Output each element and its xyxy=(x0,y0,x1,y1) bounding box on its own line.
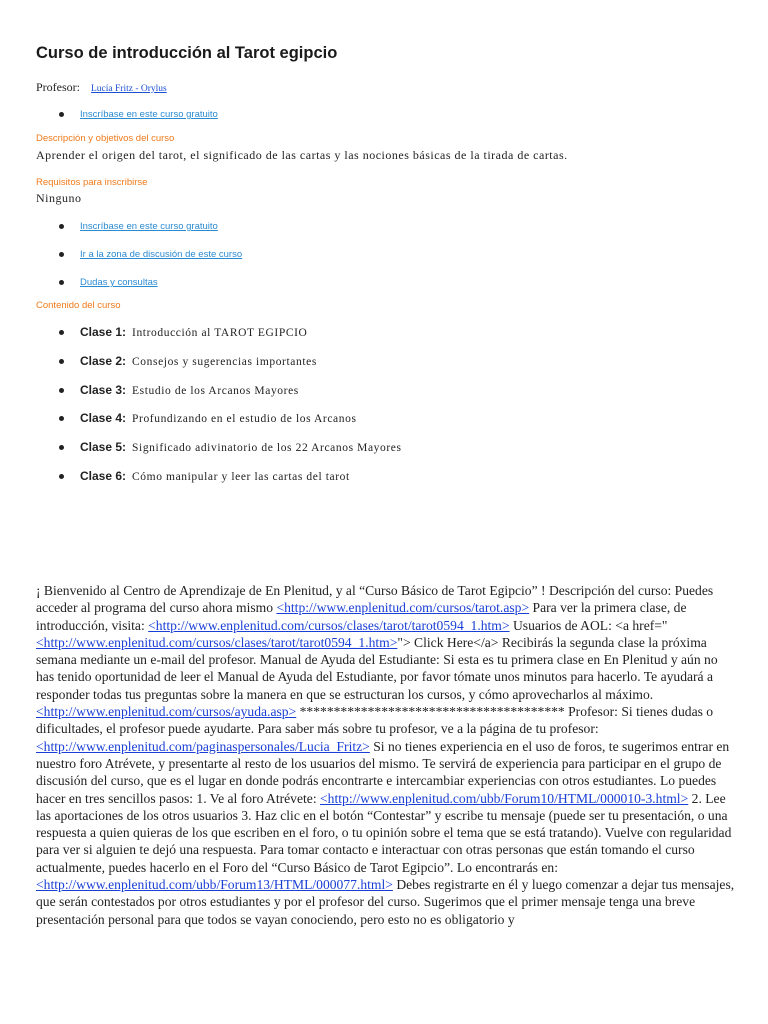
bullet-icon xyxy=(59,330,64,335)
content-heading: Contenido del curso xyxy=(36,300,121,311)
aol-class-link[interactable]: <http://www.enplenitud.com/cursos/clases/tarot/tarot0594_1.htm> xyxy=(36,634,398,650)
body-paragraph xyxy=(36,582,736,928)
class-text: Estudio de los Arcanos Mayores xyxy=(132,385,299,397)
class-item xyxy=(59,469,350,483)
class-label: Clase 4: xyxy=(80,411,127,425)
class-text: Cómo manipular y leer las cartas del tarot xyxy=(132,471,350,483)
class-text: Introducción al TAROT EGIPCIO xyxy=(132,327,308,339)
bullet-icon xyxy=(59,252,64,257)
enroll-link-top[interactable]: Inscríbase en este curso gratuito xyxy=(80,109,218,120)
professor-link[interactable]: Lucía Fritz - Orylus xyxy=(91,84,167,94)
body-text-segment: ¡ Bienvenido al Centro de Aprendizaje de En Plenitud, y al “Curso Básico de Tarot Egipcio” ! Descripción del curso: Puedes acceder al programa del curso ahora mismo xyxy=(36,583,714,616)
page-title: Curso de introducción al Tarot egipcio xyxy=(36,44,338,62)
questions-link[interactable]: Dudas y consultas xyxy=(80,277,158,288)
list-item xyxy=(59,109,218,120)
enroll-link[interactable]: Inscríbase en este curso gratuito xyxy=(80,221,218,232)
class-label: Clase 5: xyxy=(80,440,127,454)
class-item xyxy=(59,411,357,425)
forum-atrevete-link[interactable]: <http://www.enplenitud.com/ubb/Forum10/HTML/000010-3.html> xyxy=(320,790,689,806)
body-text-segment: Para ver la primera clase, de introducción, visita: xyxy=(36,600,687,633)
req-text: Ninguno xyxy=(36,191,82,205)
class-item xyxy=(59,440,402,454)
bullet-icon xyxy=(59,224,64,229)
bullet-icon xyxy=(59,445,64,450)
course-program-link[interactable]: <http://www.enplenitud.com/cursos/tarot.asp> xyxy=(276,600,530,616)
class-item xyxy=(59,325,307,339)
req-heading: Requisitos para inscribirse xyxy=(36,177,148,188)
list-item xyxy=(59,277,158,288)
body-text-segment: 2. Lee las aportaciones de los otros usuarios 3. Haz clic en el botón “Contestar” y escribe tu mensaje (puede ser tu presentación, o una respuesta a quien quieras de los que escriben en el foro, o tu opinión sobre el tema que se está tratando). Vuelve con regularidad para ver si alguien te dejó una respuesta. Para tomar contacto e interactuar con otras personas que están tomando el curso actualmente, puedes hacerlo en el Foro del “Curso Básico de Tarot Egipcio”. Lo encontrarás en: xyxy=(36,790,732,875)
bullet-icon xyxy=(59,388,64,393)
body-text-segment: Usuarios de AOL: <a href=" xyxy=(509,617,668,633)
body-text-segment: *************************************** Profesor: Si tienes dudas o dificultades, el profesor puede ayudarte. Para saber más sobre tu profesor, ve a la página de tu profesor: xyxy=(36,704,714,737)
body-text-segment: Si no tienes experiencia en el uso de foros, te sugerimos entrar en nuestro foro Atrévete, y presentarte al resto de los usuarios del mismo. Te servirá de experiencia para participar en el grupo de discusión del curso, que es el lugar en donde podrás encontrarte e intercambiar experiencias con otros estudiantes. Lo puedes hacer en tres sencillos pasos: 1. Ve al foro Atrévete: xyxy=(36,738,730,806)
class-label: Clase 2: xyxy=(80,354,127,368)
bullet-icon xyxy=(59,359,64,364)
course-forum-link[interactable]: <http://www.enplenitud.com/ubb/Forum13/HTML/000077.html> xyxy=(36,877,393,893)
class-text: Significado adivinatorio de los 22 Arcanos Mayores xyxy=(132,442,402,454)
help-manual-link[interactable]: <http://www.enplenitud.com/cursos/ayuda.asp> xyxy=(36,704,297,720)
professor-page-link[interactable]: <http://www.enplenitud.com/paginaspersonales/Lucia_Fritz> xyxy=(36,738,370,754)
desc-text: Aprender el origen del tarot, el significado de las cartas y las nociones básicas de la tirada de cartas. xyxy=(36,148,568,162)
list-item xyxy=(59,221,218,232)
body-text-segment: Debes registrarte en él y luego comenzar a dejar tus mensajes, que serán contestados por otros estudiantes y por el profesor del curso. Sugerimos que el primer mensaje tenga una breve presentación personal para que todos se vayan conociendo, pero esto no es obligatorio y xyxy=(36,877,735,927)
bullet-icon xyxy=(59,416,64,421)
class-text: Consejos y sugerencias importantes xyxy=(132,356,317,368)
bullet-icon xyxy=(59,112,64,117)
professor-label: Profesor: xyxy=(36,80,80,94)
bullet-icon xyxy=(59,280,64,285)
bullet-icon xyxy=(59,474,64,479)
class-label: Clase 6: xyxy=(80,469,127,483)
body-text-segment: "> Click Here</a> Recibirás la segunda clase la próxima semana mediante un e-mail del profesor. Manual de Ayuda del Estudiante: Si esta es tu primera clase en En Plenitud y aún no has tenido oportunidad de leer el Manual de Ayuda del Estudiante, por favor tómate unos minutos para hacerlo. Te ayudará a responder todas tus preguntas sobre la manera en que se estructuran los cursos, y cómo aprovecharlos al máximo. xyxy=(36,634,718,702)
class-item xyxy=(59,354,317,368)
class-label: Clase 3: xyxy=(80,383,127,397)
list-item xyxy=(59,249,242,260)
class-text: Profundizando en el estudio de los Arcanos xyxy=(132,413,357,425)
first-class-link[interactable]: <http://www.enplenitud.com/cursos/clases/tarot/tarot0594_1.htm> xyxy=(148,617,510,633)
desc-heading: Descripción y objetivos del curso xyxy=(36,133,175,144)
discussion-link[interactable]: Ir a la zona de discusión de este curso xyxy=(80,249,243,260)
class-label: Clase 1: xyxy=(80,325,127,339)
class-item xyxy=(59,383,299,397)
professor-line xyxy=(36,80,167,95)
